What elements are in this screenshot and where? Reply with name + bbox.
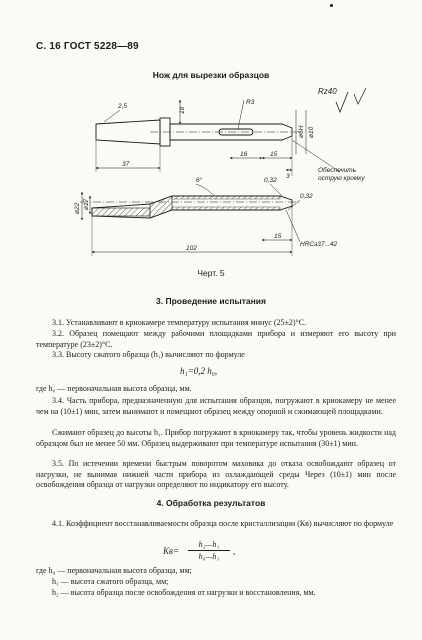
dim-15a: 15 [270,151,278,158]
para-3-1: 3.1. Устанавливают в криокамере температуру испытания минус (25±2)°С. [52,318,307,327]
legend-desc: — первоначальная высота образца, мм; [57,566,192,575]
k-formula-lhs: Кв= [163,546,179,556]
k-formula-comma: , [233,546,236,556]
legend-desc: — высота сжатого образца, мм; [60,577,169,586]
figure-caption: Черт. 5 [197,268,225,278]
para-3-5: 3.5. По истечении времени быстрым поворотом маховика до отказа освобождают образец от нагрузки, не вынимая нижней части прибора из охлаждающей среды Через (10±1) мин после освобождения образца от нагрузки определяют по индикатору его высоту. [36,459,396,490]
dim-d17: ø17 [83,198,90,210]
para-3-4: 3.4. Часть прибора, предназначенную для испытания образцов, погружают в криокамеру не менее чем на (10±1) мин, затем вынимают и помещают образец между опорной и сжимающей площадками. [36,396,396,416]
dim-18: 18 [179,106,186,114]
legend-term: h₂ [52,588,59,597]
para-3-3: 3.3. Высоту сжатого образца (h₁) вычисляют по формуле [52,350,245,359]
k-formula-fraction [188,540,230,561]
radius-label-b: 0,32 [300,193,313,200]
page-header: С. 16 ГОСТ 5228—89 [36,41,139,52]
dim-3: 3 [286,173,290,180]
radius-label-a: 0,32 [264,177,277,184]
legend-row-h0 [36,566,192,577]
section-4-title: 4. Обработка результатов [156,498,266,508]
section-3-title: 3. Проведение испытания [156,296,266,306]
k-denominator: h₀—h₁ [198,552,220,561]
chamfer-dim: 2,5 [118,103,128,110]
dim-15b: 15 [274,233,282,240]
note-line-2: острую кромку [318,175,365,182]
figure-title: Нож для вырезки образцов [152,70,270,80]
dim-d22: ø22 [74,202,81,214]
angle-label: 6° [196,177,203,184]
where-h0: где h₀ — первоначальная высота образца, мм. [36,384,192,393]
legend-term: h₁ [52,577,59,586]
knife-drawing [0,80,422,270]
para-3-2: 3.2. Образец помещают между рабочими площадками прибора и измеряют его высоту при температуре (23±2)°С. [36,329,396,349]
para-4-1: 4.1. Коэффициент восстанавливаемости образца после кристаллизации (Кв) вычисляют по формуле [52,519,394,528]
k-numerator: h₂—h₁ [188,540,230,551]
legend-row-h1 [52,577,168,588]
dim-r3: R3 [246,99,255,106]
para-3-4-cont: Сжимают образец до высоты h₁. Прибор погружают в криокамеру так, чтобы уровень жидкости над образцом был не менее 50 мм. Образец выдерживают при температуре испытания (30±1) мин. [36,428,396,448]
roughness-label: Rz40 [318,87,337,96]
dim-d10: ø10 [308,126,315,138]
dim-37: 37 [122,161,130,168]
legend-desc: — высота образца после освобождения от нагрузки и восстановления, мм. [60,588,316,597]
dim-16: 16 [240,151,248,158]
legend-term: где h₀ [36,566,56,575]
legend-row-h2 [52,588,384,599]
scan-speck [330,4,333,7]
note-line-1: Обеспечить [318,167,357,174]
formula-h1: h₁=0,2 h₀, [180,366,218,376]
dim-d6: ø6Н [298,125,305,138]
dim-102: 102 [186,245,197,252]
hardness-label: HRCэ37...42 [300,241,338,248]
